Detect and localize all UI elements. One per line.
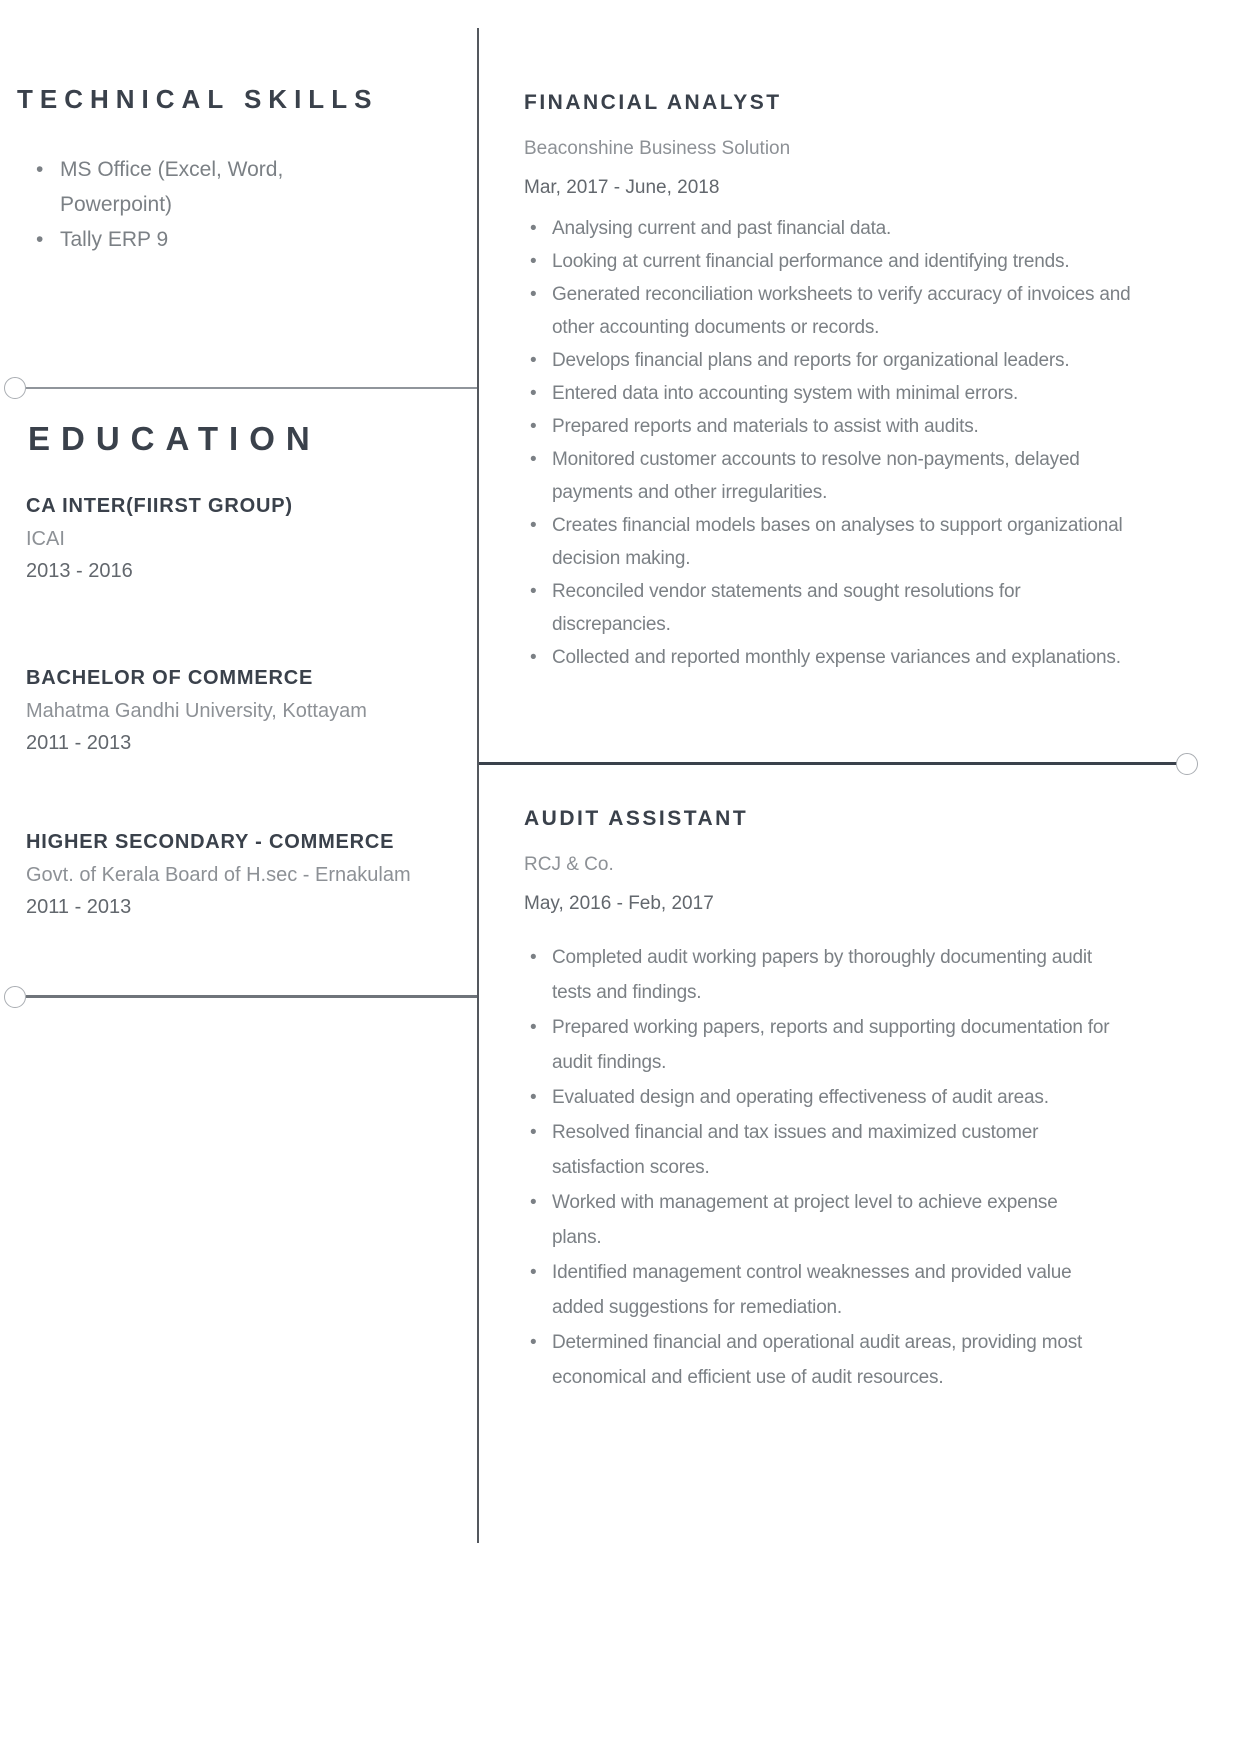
job-dates: Mar, 2017 - June, 2018 [524,177,720,198]
education-dates: 2011 - 2013 [26,732,132,754]
duty-item: • Monitored customer accounts to resolve non-payments, delayed payments and other irregularities. [524,443,1134,509]
duty-item: • Prepared reports and materials to assist with audits. [524,410,1134,443]
duty-item: • Resolved financial and tax issues and maximized customer satisfaction scores. [524,1115,1110,1185]
institution-name: ICAI [26,528,65,550]
technical-skills-heading: TECHNICAL SKILLS [17,84,379,114]
job-duties-list [524,940,1110,1395]
experience-entry-audit-assistant [524,806,1164,1395]
education-heading: EDUCATION [28,420,321,457]
duty-item: • Identified management control weaknesses and provided value added suggestions for remediation. [524,1255,1110,1325]
job-dates: May, 2016 - Feb, 2017 [524,893,714,914]
skill-item: • MS Office (Excel, Word, Powerpoint) [32,152,314,222]
duty-item: • Prepared working papers, reports and supporting documentation for audit findings. [524,1010,1110,1080]
duty-item: • Determined financial and operational audit areas, providing most economical and efficient use of audit resources. [524,1325,1110,1395]
divider-end-circle [4,377,26,399]
degree-title: BACHELOR OF COMMERCE [26,667,314,689]
duty-item: • Analysing current and past financial data. [524,212,1134,245]
skill-item: • Tally ERP 9 [32,222,314,257]
job-title: FINANCIAL ANALYST [524,91,782,114]
education-dates: 2013 - 2016 [26,560,133,582]
job-title: AUDIT ASSISTANT [524,807,749,830]
education-entry [26,662,458,759]
duty-item: • Looking at current financial performance and identifying trends. [524,245,1134,278]
duty-item: • Entered data into accounting system with minimal errors. [524,377,1134,410]
education-entry [26,826,458,923]
duty-item: • Collected and reported monthly expense variances and explanations. [524,641,1134,674]
education-dates: 2011 - 2013 [26,896,132,918]
experience-entry-financial-analyst [524,90,1164,674]
section-divider-line [26,995,477,998]
company-name: Beaconshine Business Solution [524,138,791,159]
technical-skills-list [32,152,314,257]
duty-item: • Creates financial models bases on analyses to support organizational decision making. [524,509,1134,575]
duty-item: • Worked with management at project level to achieve expense plans. [524,1185,1110,1255]
institution-name: Mahatma Gandhi University, Kottayam [26,700,367,722]
duty-item: • Evaluated design and operating effectiveness of audit areas. [524,1080,1110,1115]
degree-title: CA INTER(FIIRST GROUP) [26,495,293,517]
duty-item: • Generated reconciliation worksheets to verify accuracy of invoices and other accounting documents or records. [524,278,1134,344]
duty-item: • Completed audit working papers by thoroughly documenting audit tests and findings. [524,940,1110,1010]
duty-item: • Reconciled vendor statements and sought resolutions for discrepancies. [524,575,1134,641]
institution-name: Govt. of Kerala Board of H.sec - Ernakulam [26,864,411,886]
divider-end-circle [4,986,26,1008]
section-divider-line [26,387,477,389]
divider-end-circle [1176,753,1198,775]
education-entry [26,490,458,587]
section-divider-line [479,762,1178,765]
company-name: RCJ & Co. [524,854,614,875]
job-duties-list [524,212,1134,674]
duty-item: • Develops financial plans and reports for organizational leaders. [524,344,1134,377]
column-divider [477,28,479,1543]
degree-title: HIGHER SECONDARY - COMMERCE [26,831,395,853]
